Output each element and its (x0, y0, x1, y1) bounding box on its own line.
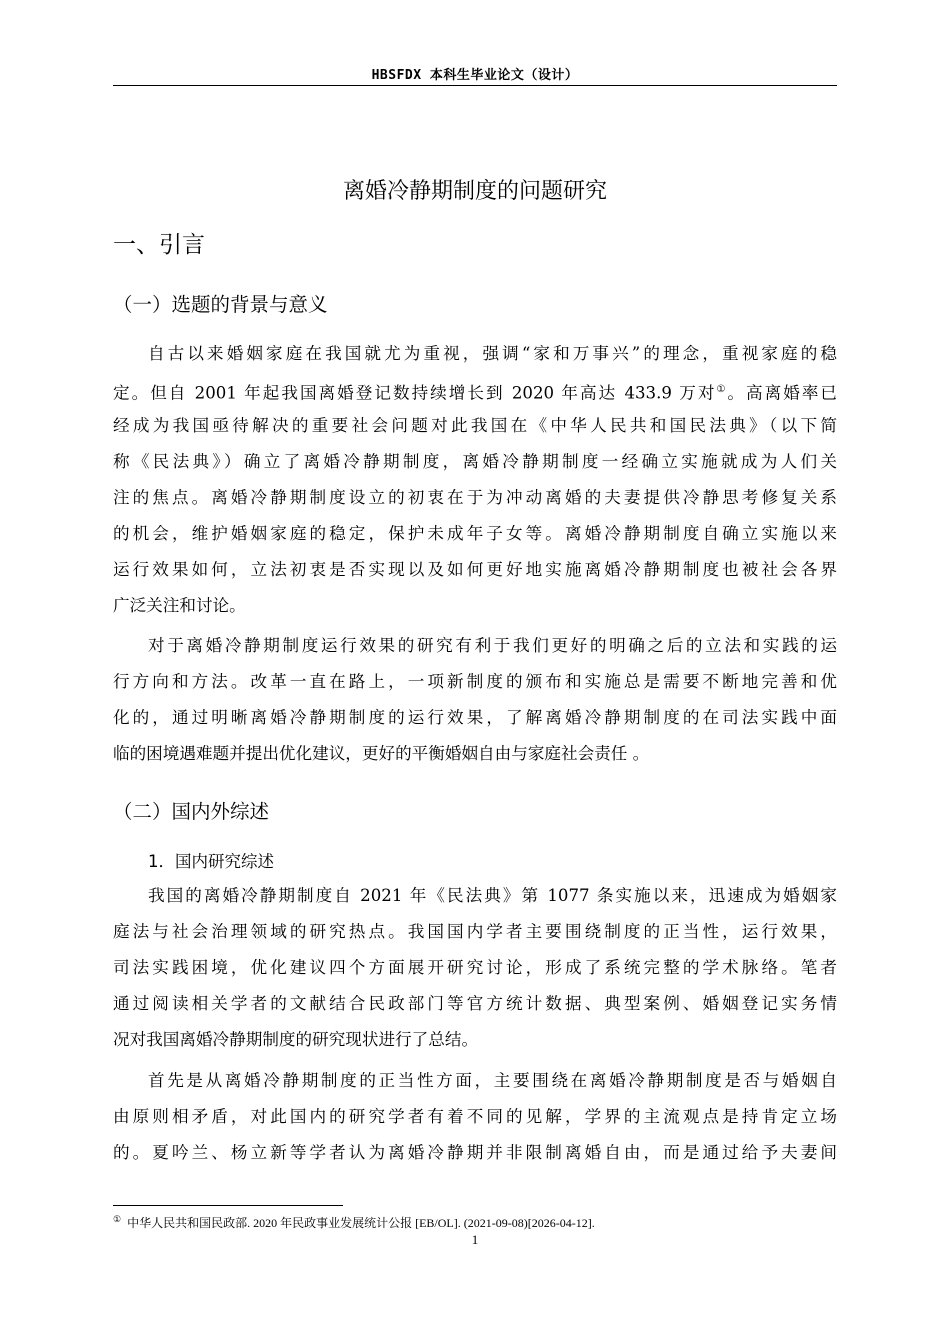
paragraph-line: 广泛关注和讨论。 (113, 596, 246, 615)
paragraph-line: 自古以来婚姻家庭在我国就尤为重视，强调“家和万事兴”的理念，重视家庭的稳 (148, 344, 837, 363)
running-header: HBSFDX 本科生毕业论文（设计） (371, 68, 579, 83)
paper-title: 离婚冷静期制度的问题研究 (342, 179, 607, 204)
paragraph-line: 司法实践困境，优化建议四个方面展开研究讨论，形成了系统完整的学术脉络。笔者 (113, 958, 837, 977)
paragraph-line: 首先是从离婚冷静期制度的正当性方面，主要围绕在离婚冷静期制度是否与婚姻自 (148, 1071, 837, 1090)
footnote-reference: ① (716, 384, 728, 395)
subsection-heading-background: （一）选题的背景与意义 (113, 293, 328, 316)
paragraph-line: 注的焦点。离婚冷静期制度设立的初衷在于为冲动离婚的夫妻提供冷静思考修复关系 (113, 488, 837, 507)
header-rule (113, 85, 837, 86)
paragraph-line: 的。夏吟兰、杨立新等学者认为离婚冷静期并非限制离婚自由，而是通过给予夫妻间 (113, 1143, 837, 1162)
page-number: 1 (471, 1232, 479, 1247)
subsubsection-heading-domestic: 1．国内研究综述 (148, 852, 274, 871)
paragraph-line: 化的，通过明晰离婚冷静期制度的运行效果，了解离婚冷静期制度的在司法实践中面 (113, 708, 837, 727)
paragraph-line: 临的困境遇难题并提出优化建议，更好的平衡婚姻自由与家庭社会责任 。 (113, 744, 650, 763)
paragraph-line: 的机会，维护婚姻家庭的稳定，保护未成年子女等。离婚冷静期制度自确立实施以来 (113, 524, 837, 543)
paragraph-line: 运行效果如何，立法初衷是否实现以及如何更好地实施离婚冷静期制度也被社会各界 (113, 560, 837, 579)
footnote-separator (113, 1205, 343, 1206)
footnote (113, 1214, 595, 1231)
line-text: 。高离婚率已 (727, 383, 837, 403)
paragraph-line (113, 375, 837, 405)
paragraph-line: 通过阅读相关学者的文献结合民政部门等官方统计数据、典型案例、婚姻登记实务情 (113, 994, 837, 1013)
paragraph-line: 庭法与社会治理领域的研究热点。我国国内学者主要围绕制度的正当性，运行效果， (113, 922, 837, 941)
paragraph-line: 经成为我国亟待解决的重要社会问题对此我国在《中华人民共和国民法典》（以下简 (113, 416, 837, 435)
paragraph-line: 称《民法典》）确立了离婚冷静期制度，离婚冷静期制度一经确立实施就成为人们关 (113, 452, 837, 471)
paragraph-line: 行方向和方法。改革一直在路上，一项新制度的颁布和实施总是需要不断地完善和优 (113, 672, 837, 691)
paragraph-line: 我国的离婚冷静期制度自 2021 年《民法典》第 1077 条实施以来，迅速成为婚姻家 (148, 886, 837, 905)
footnote-text: 中华人民共和国民政部. 2020 年民政事业发展统计公报 [EB/OL]. (2021-09-08)[2026-04-12]. (127, 1216, 595, 1230)
section-heading-introduction: 一、引言 (113, 232, 205, 258)
footnote-mark: ① (113, 1214, 122, 1224)
paragraph-line: 况对我国离婚冷静期制度的研究现状进行了总结。 (113, 1030, 479, 1049)
line-text: 定。但自 2001 年起我国离婚登记数持续增长到 2020 年高达 433.9 万对 (113, 383, 717, 403)
subsection-heading-literature-review: （二）国内外综述 (113, 800, 270, 823)
paragraph-line: 由原则相矛盾，对此国内的研究学者有着不同的见解，学界的主流观点是持肯定立场 (113, 1107, 837, 1126)
paragraph-line: 对于离婚冷静期制度运行效果的研究有利于我们更好的明确之后的立法和实践的运 (148, 636, 837, 655)
